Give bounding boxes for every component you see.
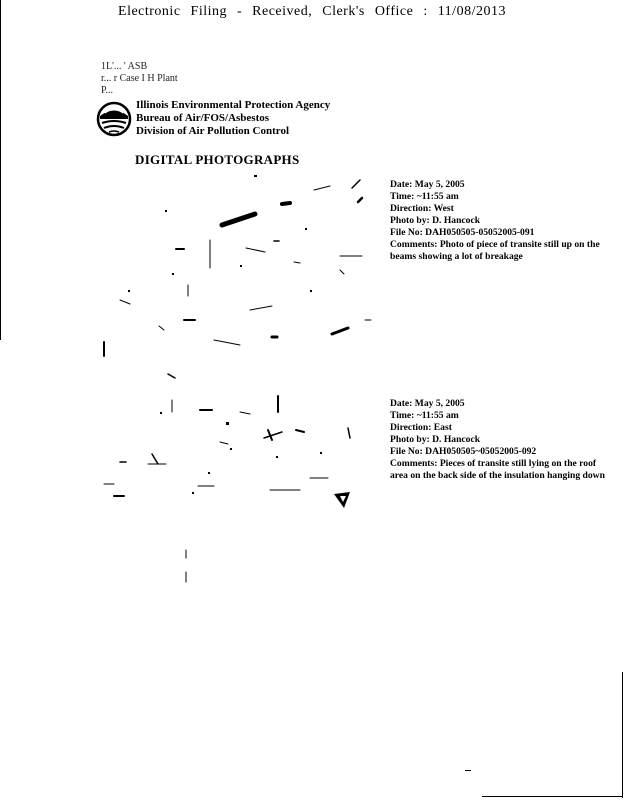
- photo-2-time: Time: ~11:55 am: [390, 410, 459, 421]
- photo-1-date: Date: May 5, 2005: [390, 179, 465, 190]
- photo-1-direction: Direction: West: [390, 203, 454, 214]
- filing-stamp: Electronic Filing - Received, Clerk's Office : 11/08/2013: [118, 4, 506, 19]
- photo-1-file-no: File No: DAH050505-05052005-091: [390, 227, 535, 238]
- photo-2-date: Date: May 5, 2005: [390, 398, 465, 409]
- page-edge-line: [0, 0, 1, 340]
- photo-1-photographer: Photo by: D. Hancock: [390, 215, 481, 226]
- scan-border-right: [622, 672, 623, 798]
- photo-2-details: [390, 398, 605, 482]
- photo-2-image: [100, 392, 385, 587]
- bureau-name: Bureau of Air/FOS/Asbestos: [136, 112, 270, 124]
- header-line-1: 1L'... ' ASB: [101, 61, 148, 72]
- iepa-logo-icon: [96, 101, 132, 137]
- photo-1-image: [100, 170, 385, 385]
- photo-1-comments: Comments: Photo of piece of transite still up on the beams showing a lot of breakage: [390, 239, 600, 262]
- agency-name: Illinois Environmental Protection Agency: [136, 99, 331, 111]
- header-line-2: r... r Case I H Plant: [101, 73, 178, 84]
- photo-2-comments: Comments: Pieces of transite still lying on the roof area on the back side of the insulation hanging down: [390, 458, 605, 481]
- division-name: Division of Air Pollution Control: [136, 125, 290, 137]
- photo-2-direction: Direction: East: [390, 422, 452, 433]
- agency-block: [136, 99, 330, 138]
- scan-border-bottom: [482, 796, 622, 797]
- photo-1-time: Time: ~11:55 am: [390, 191, 459, 202]
- header-case-lines: [101, 61, 178, 97]
- page-title: DIGITAL PHOTOGRAPHS: [135, 152, 300, 167]
- photo-2-photographer: Photo by: D. Hancock: [390, 434, 481, 445]
- header-line-3: P...: [101, 85, 113, 96]
- photo-1-details: [390, 179, 605, 263]
- scan-mark: [465, 770, 471, 771]
- photo-2-file-no: File No: DAH050505~05052005-092: [390, 446, 537, 457]
